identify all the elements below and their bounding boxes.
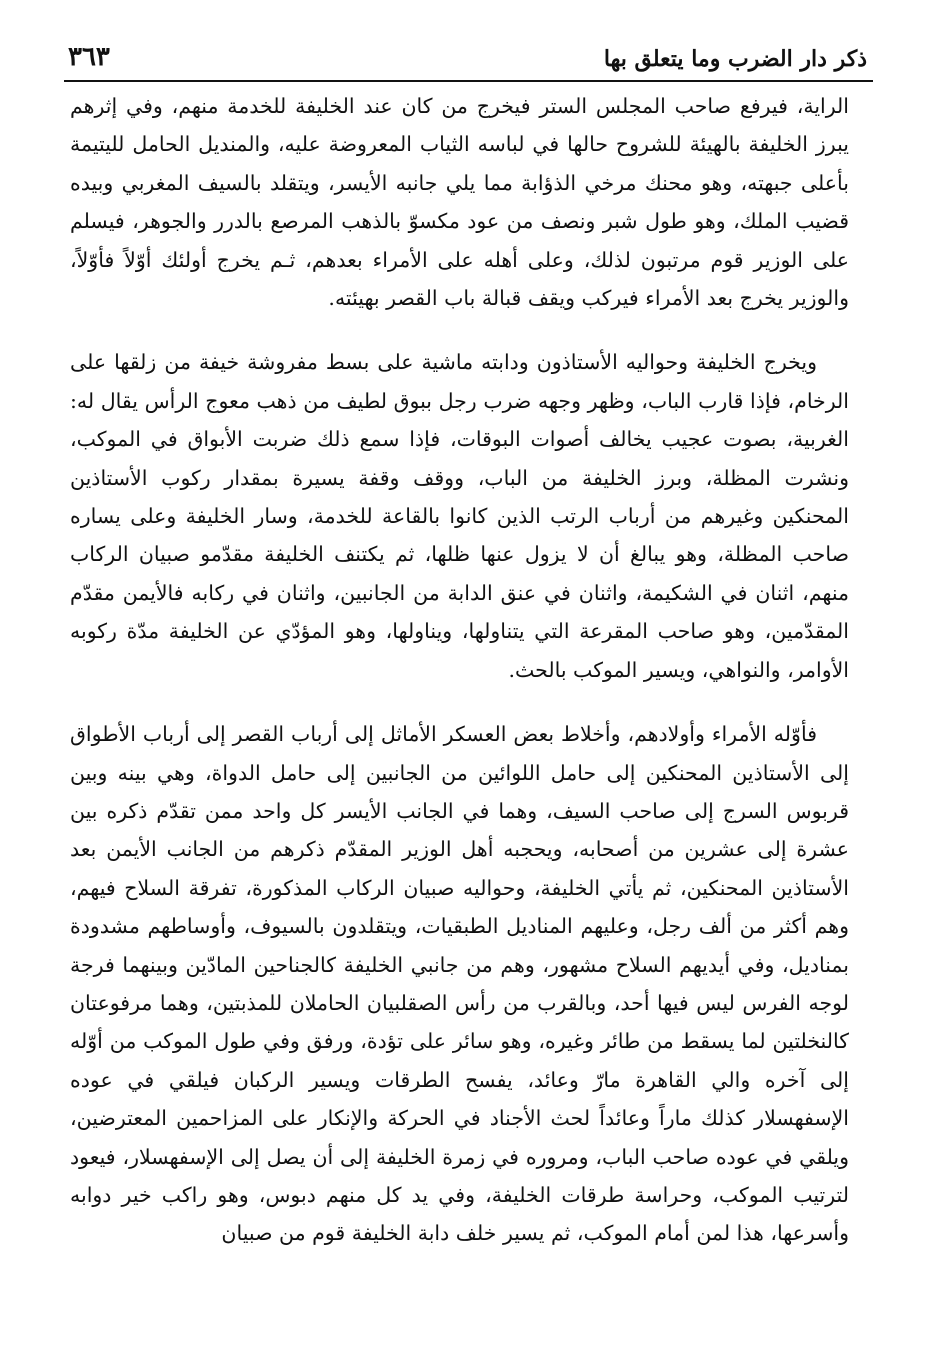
page-header (68, 28, 867, 72)
running-title: ذكر دار الضرب وما يتعلق بها (603, 46, 867, 72)
paragraph-1: الراية، فيرفع صاحب المجلس الستر فيخرج من كان عند الخليفة للخدمة منهم، وفي إثرهم يبرز الخليفة بالهيئة للشروح حالها في لباسه الثياب المعروضة عليه، والمنديل الحامل لليتيمة بأعلى جبهته، وهو محنك مرخي الذؤابة مما يلي جانبه الأيسر، ويتقلد بالسيف المغربي وبيده قضيب الملك، وهو طول شبر ونصف من عود مكسوّ بالذهب المرصع بالدرر والجوهر، فيسلم على الوزير قوم مرتبون لذلك، وعلى أهله على الأمراء بعدهم، ثـم يخرج أولئك أوّلاً فأوّلاً، والوزير يخرج بعد الأمراء فيركب ويقف قبالة باب القصر بهيئته. (70, 94, 849, 311)
paragraph-3: فأوّله الأمراء وأولادهم، وأخلاط بعض العسكر الأماثل إلى أرباب القصر إلى أرباب الأطواق إلى الأستاذين المحنكين إلى حامل اللوائين من الجانبين إلى حامل الدواة، وهي بينه وبين قربوس السرج إلى صاحب السيف، وهما في الجانب الأيسر كل واحد ممن تقدّم ذكره بين عشرة إلى عشرين من أصحابه، ويحجبه أهل الوزير المقدّم ذكرهم من الجانب الأيمن بعد الأستاذين المحنكين، ثم يأتي الخليفة، وحواليه صبيان الركاب المذكورة، تفرقة السلاح فيهم، وهم أكثر من ألف رجل، وعليهم المناديل الطبقيات، ويتقلدون بالسيوف، وأوساطهم مشدودة بمناديل، وفي أيديهم السلاح مشهور، وهم من جانبي الخليفة كالجناحين المادّين وبينهما فرجة لوجه الفرس ليس فيها أحد، وبالقرب من رأس الصقلبيان الحاملان للمذبتين، وهما مرفوعتان كالنخلتين لما يسقط من طائر وغيره، وهو سائر على تؤدة، ورفق وفي طول الموكب من أوّله إلى آخره والي القاهرة مارّ وعائد، يفسح الطرقات ويسير الركبان فيلقي في عوده الإسفهسلار كذلك ماراً وعائداً لحث الأجناد في الحركة والإنكار على المزاحمين المعترضين، ويلقي في عوده صاحب الباب، ومروره في زمرة الخليفة إلى أن يصل إلى الإسفهسلار، فيعود لترتيب الموكب، وحراسة طرقات الخليفة، وفي يد كل منهم دبوس، وهو راكب خير دوابه وأسرعها، هذا لمن أمام الموكب، ثم يسير خلف دابة الخليفة قوم من صبيان (70, 722, 849, 1246)
body-text (70, 87, 849, 1253)
header-rule (64, 80, 873, 82)
paragraph-2: ويخرج الخليفة وحواليه الأستاذون ودابته ماشية على بسط مفروشة خيفة من زلقها على الرخام، فإذا قارب الباب، وظهر وجهه ضرب رجل ببوق لطيف من ذهب معوج الرأس يقال له: الغربية، بصوت عجيب يخالف أصوات البوقات، فإذا سمع ذلك ضربت الأبواق في الموكب، ونشرت المظلة، وبرز الخليفة من الباب، ووقف وقفة يسيرة بمقدار ركوب الأستاذين المحنكين وغيرهم من أرباب الرتب الذين كانوا بالقاعة للخدمة، وسار الخليفة وعلى يساره صاحب المظلة، وهو يبالغ أن لا يزول عنها ظلها، ثم يكتنف الخليفة مقدّمو صبيان الركاب منهم، اثنان في الشكيمة، واثنان في عنق الدابة من الجانبين، واثنان في ركابه فالأيمن مقدّم المقدّمين، وهو صاحب المقرعة التي يتناولها، ويناولها، وهو المؤدّي عن الخليفة مدّة ركوبه الأوامر، والنواهي، ويسير الموكب بالحث. (70, 350, 849, 682)
page-number: ٣٦٣ (68, 42, 110, 72)
